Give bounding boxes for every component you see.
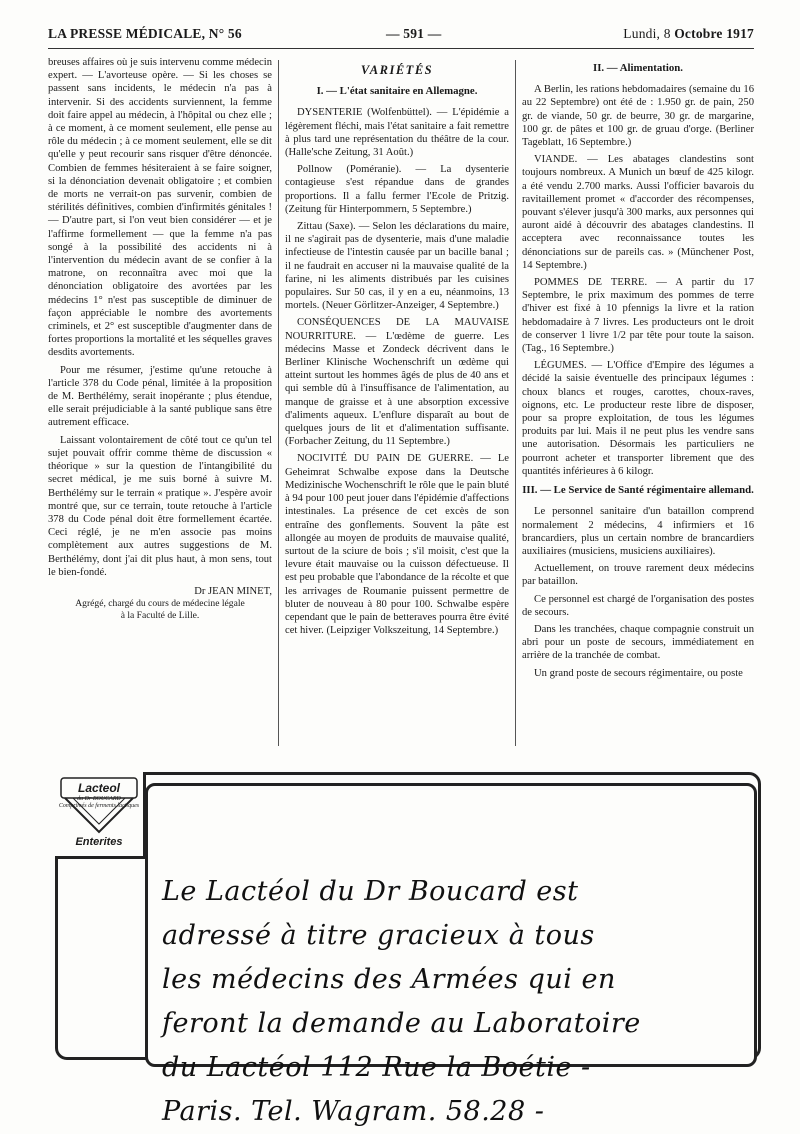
logo-brand: Lacteol [77, 781, 120, 795]
paragraph: breuses affaires où je suis intervenu comme médecin expert. — L'avorteuse opère. — Si les choses se passent sans incidents, le médecin n'a pas à intervenir. Si des accidents surviennent, la femme doit faire appel au médecin, à l'hôpital ou chez elle ; à ce moment, à ce moment seulement, elle pense au rôle du médecin ; à ce moment seulement, elle se dit qu'elle y peut recourir sans risquer d'être dénoncée. Combien de femmes hésiteraient à se faire soigner, si la dénonciation devenait obligatoire ; et combien de morts ne verrait-on pas survenir, combien de stérilités définitives, combien d'infirmités génitales ! — D'autre part, si l'on veut bien considérer — et je l'affirme formellement — que la femme n'a pas songé à la possibilité des accidents ni à l'intervention du médecin avant de se confier à la matrone, on reconnaîtra avec moi que la dénonciation obligatoire des avortées par les médecins 1° n'est pas susceptible de diminuer de façon appréciable le nombre des avortements criminels, et 2° est susceptible d'augmenter dans de fortes proportions la mortalité et les séquelles graves desdits avortements. [48, 57, 272, 359]
paragraph: CONSÉQUENCES DE LA MAUVAISE NOURRITURE. — L'œdème de guerre. Les médecins Masse et Zondeck décrivent dans le Berliner Klinische Wochenschrift un œdème qui atteint surtout les hommes âgés de plus de 40 ans et qui semble dû à l'insuffisance de l'alimentation, au manque de graisse et à une absorption excessive d'aliments aqueux. L'enflure disparaît au bout de quelques jours de lit et d'alimentation suffisante. (Forbacher Zeitung, du 11 Septembre.) [285, 317, 509, 448]
column-middle [285, 56, 509, 641]
page-header [48, 26, 754, 49]
article-columns [48, 56, 760, 746]
logo-subtitle-line: Comprimés de ferments lactiques [58, 803, 140, 809]
logo-subtitle [55, 796, 143, 810]
paragraph: Laissant volontairement de côté tout ce qu'un tel sujet pouvait offrir comme thème de discussion « théorique » sur la question de l'intangibilité du secret médical, je me suis borné à suivre M. Berthélémy sur le terrain « pratique ». J'espère avoir montré que, sur ce terrain, toute retouche à l'article 378 du Code pénal doit être formellement écartée. Ceci réglé, je ne m'en associe pas moins complètement aux autres suggestions de M. Berthélémy, dont j'ai dit plus haut, à mon sens, tout le bien-fondé. [48, 434, 272, 578]
paragraph: Un grand poste de secours régimentaire, ou poste [534, 667, 743, 679]
column-left [48, 56, 272, 622]
hand-line: Paris. Tel. Wagram. 58.28 - [162, 1096, 545, 1127]
paragraph: POMMES DE TERRE. — A partir du 17 Septembre, le prix maximum des pommes de terre d'hiver est fixé à 10 pfennigs la livre et la ration hebdomadaire à 7 livres. Les producteurs ont le droit de conserver 1 livre 1/2 par tête pour toute la saison. (Tag., 16 Septembre.) [522, 277, 754, 355]
author-affiliation: Agrégé, chargé du cours de médecine légale [75, 598, 245, 610]
handwritten-ad-text [162, 870, 752, 1127]
hand-line: Le Lactéol du Dr Boucard est [162, 876, 579, 907]
author-signature: Dr JEAN MINET, [194, 585, 272, 597]
paragraph: VIANDE. — Les abatages clandestins sont toujours nombreux. A Munich un bœuf de 425 kilogr. a été vendu 2.700 marks. Aussi l'officier bavarois du ravitaillement promet « d'accorder des récompenses, pouvant s'élever jusqu'à 300 marks, aux personnes qui auront aidé à découvrir des abatages clandestins. Il acceptera avec reconnaissance toutes les dénonciations sur de pareils cas. » (Münchener Post, 14 Septembre.) [522, 154, 754, 271]
paragraph: A Berlin, les rations hebdomadaires (semaine du 16 au 22 Septembre) ont été de : 1.950 gr. de pain, 250 gr. de viande, 50 gr. de beurre, 30 gr. de margarine, 100 gr. de pâtes et 100 gr. de gruau d'orge. (Berliner Tageblatt, 16 Septembre.) [522, 84, 754, 149]
author-affiliation: à la Faculté de Lille. [120, 610, 200, 622]
logo-footer: Enterites [75, 836, 123, 848]
issue-date-prefix: Lundi, 8 [623, 26, 671, 41]
paragraph: Pour me résumer, j'estime qu'une retouche à l'article 378 du Code pénal, limitée à la proposition de M. Berthélémy, serait inopérante ; plus étendue, elle serait préjudiciable à la santé publique sans être autrement efficace. [48, 364, 272, 429]
paragraph: LÉGUMES. — L'Office d'Empire des légumes a décidé la saisie éventuelle des principaux légumes : choux blancs et rouges, carottes, choux-raves, oignons, etc. Le producteur reste libre de disposer, pour sa propre exploitation, de tous les légumes produits par lui. Mais il ne peut plus les vendre sans une autorisation. Désormais les particuliers ne pourront acheter et transporter librement que des quantités inférieures à 6 kilogr. [522, 360, 754, 477]
subsection-title: I. — L'état sanitaire en Allemagne. [316, 85, 478, 98]
paragraph: Actuellement, on trouve rarement deux médecins par bataillon. [522, 563, 754, 588]
page-number: — 591 — [386, 26, 442, 41]
column-rule [515, 60, 516, 746]
paragraph: Zittau (Saxe). — Selon les déclarations du maire, il ne s'agirait pas de dysenterie, mais d'une maladie infectieuse de l'intestin causée par un bacille banal ; il ne faudrait en accuser ni la mauvaise qualité de la farine, ni les aliments distribués par les cuisines populaires. Sur 50 cas, il y en a eu, néanmoins, 13 mortels. (Neuer Görlitzer-Anzeiger, 4 Septembre.) [285, 221, 509, 312]
column-right [522, 56, 754, 684]
paragraph: NOCIVITÉ DU PAIN DE GUERRE. — Le Geheimrat Schwalbe expose dans la Deutsche Medizinische Wochenschrift le rôle que le pain bluté à 94 pour 100 peut jouer dans l'épidémie d'affections intestinales. La présence de cet excès de son entraîne des gonflements. Souvent la pâte est allongée au moyen de produits de mauvaise qualité, surtout de la sciure de bois ; s'il moisit, c'est que la levure était mauvaise ou la cuisson défectueuse. Il est peu probable que l'abondance de la récolte et que les arrivages de Roumanie puissent permettre de bluter de nouveau à 80 pour 100. Schwalbe espère cependant que le pain de betteraves pourra être évité cet hiver. (Leipziger Volkszeitung, 14 Septembre.) [285, 453, 509, 637]
logo-subtitle-line: du Dr BOUCARD [77, 796, 121, 802]
subsection-title: III. — Le Service de Santé régimentaire allemand. [522, 484, 754, 497]
hand-line: feront la demande au Laboratoire [162, 1008, 641, 1039]
issue-date-main: Octobre 1917 [674, 26, 754, 41]
subsection-title: II. — Alimentation. [593, 62, 683, 74]
journal-title: LA PRESSE MÉDICALE, N° 56 [48, 26, 242, 41]
paragraph: Pollnow (Poméranie). — La dysenterie contagieuse s'est répandue dans de grandes proportions. Il a fallu fermer l'Ecole de Pritzig. (Zeitung für Hinterpommern, 5 Septembre.) [285, 164, 509, 215]
paragraph: DYSENTERIE (Wolfenbüttel). — L'épidémie a légèrement fléchi, mais l'état sanitaire a fait remettre à plus tard une représentation du théâtre de la cour. (Halle'sche Zeitung, 31 Août.) [285, 107, 509, 159]
issue-date [623, 26, 754, 42]
hand-line: adressé à titre gracieux à tous [162, 920, 595, 951]
lacteol-logo [55, 772, 146, 859]
hand-line: les médecins des Armées qui en [162, 964, 616, 995]
paragraph: Dans les tranchées, chaque compagnie construit un abri pour un poste de secours, immédiatement en arrière de la tranchée de combat. [522, 623, 754, 662]
paragraph: Ce personnel est chargé de l'organisation des postes de secours. [522, 593, 754, 618]
paragraph: Le personnel sanitaire d'un bataillon comprend normalement 2 médecins, 4 infirmiers et 16 brancardiers, plus un certain nombre de brancardiers auxiliaires (musiciens, musiciens auxiliaires). [522, 506, 754, 557]
section-title: VARIÉTÉS [360, 63, 434, 77]
hand-line: du Lactéol 112 Rue la Boétie - [162, 1052, 591, 1083]
column-rule [278, 60, 279, 746]
